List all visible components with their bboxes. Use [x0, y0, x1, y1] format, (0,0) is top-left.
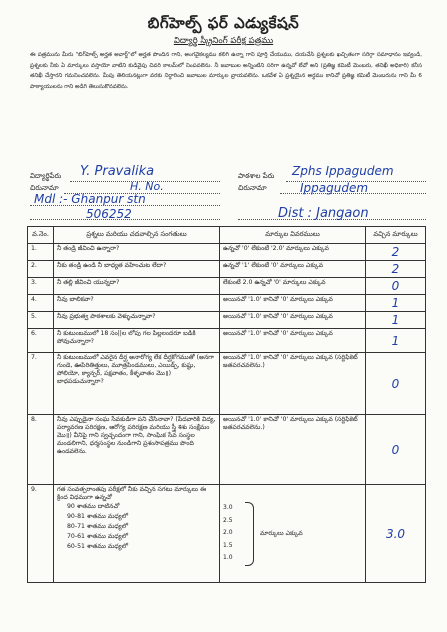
screening-table [27, 226, 426, 583]
scale-value: 2.5 [223, 516, 233, 524]
row-number: 7. [28, 353, 54, 415]
row-question-text: గత సంవత్సరాంతపు పరీక్షలో నీకు వచ్చిన సగటు మార్కులు ఈ క్రింద విధముగా ఉన్నచో [57, 486, 207, 501]
header-question: ప్రశ్నలు మరియు చదవాల్సిన సంగతులు [54, 227, 220, 244]
row-number: 4. [28, 295, 54, 312]
row-question: నీవు ఎప్పుడైనా సంఘ సేవకుడిగా పని చేసినావా? (పేదవారికి విద్య, పర్యావరణ పరిరక్షణ, ఆరోగ్య పరిరక్షణ మరియు స్త్రీ శిశు సంక్షేమం మొ॥) వీనిపై గాని స్వచ్ఛందంగా గాని, సాంఘిక సేవ సంస్థల మండలిగాని, ధర్మసంస్థల నుండిగాని ప్రశంసాపత్రము పొంది ఉండవలెను. [54, 415, 220, 485]
row-question: నీ తండ్రి జీవించి ఉన్నారా? [54, 244, 220, 261]
school-name-value[interactable]: Zphs Ippagudem [292, 164, 394, 178]
row-question: నీ తల్లి జీవించి యున్నదా? [54, 278, 220, 295]
school-address-label: చిరునామా [238, 184, 267, 192]
row-question: నీవు బాలికవా? [54, 295, 220, 312]
row-score[interactable]: 3.0 [366, 485, 426, 583]
row-question: నీకు తండ్రి ఉండి నీ బాధ్యత వహించుట లేదా? [54, 261, 220, 278]
row-marks-info: అయినచో '1.0' కానిచో '0' మార్కులు ఎక్కువ (సర్టిఫికెట్ జతపరచవలెను.) [220, 415, 366, 485]
row-score[interactable]: 2 [366, 261, 426, 278]
grade-band: 70-61 శాతము మధ్యలో [67, 533, 128, 540]
row-marks-info [220, 485, 366, 583]
scale-value: 2.0 [223, 529, 233, 537]
school-name-label: పాఠశాల పేరు [238, 172, 275, 180]
row-score[interactable]: 2 [366, 244, 426, 261]
address-value-3[interactable]: 506252 [86, 207, 132, 221]
brace-icon [245, 502, 254, 566]
grade-band: 80-71 శాతము మధ్యలో [67, 523, 128, 530]
row-number: 2. [28, 261, 54, 278]
row-marks-info: ఉన్నచో '0' లేకుంటే '2.0' మార్కులు ఎక్కువ [220, 244, 366, 261]
district-value[interactable]: Dist : Jangaon [278, 206, 369, 221]
row-score[interactable]: 1 [366, 312, 426, 329]
scale-value: 1.0 [223, 554, 233, 562]
address-label: చిరునామా [30, 184, 59, 192]
header-serial: వ.నెం. [28, 227, 54, 244]
scale-caption: మార్కులు ఎక్కువ [260, 529, 303, 537]
intro-paragraph: ఈ పత్రమును మీరు "బిగ్‌హెల్ప్ అర్హత అవార్డ్"లో అర్హత పొందిన గాని, అంగవైకల్యము కలిగి ఉన్నా గాని పూర్తి చేయుము, దయచేసి ప్రశ్నలకు ఖచ్చితంగా సరిగ్గా సమాధానం ఇవ్వండి, ప్రశ్నలకు నీకు ఏ మార్కులు వస్తాయో వాటిని కుడివైపు చివరి కాలమ్‌లో నింపవలెను. నీ జవాబుల అన్నింటిని సరిగా ఉన్నవో లేవో అని (ప్రతిజ్ఞ కమిటీ మెంబరు, తనిఖీ అధికారి) కనీస తనిఖీ చేస్తారని గమనించవలెను. మీపు తెలియనట్లుగా వరకు నిర్ధారించి జవాబుల మార్కుల వ్రాయవలెను. ఒకవేళ ఏ ప్రశ్నయైన అర్ధము కానిచో ప్రతిజ్ఞ కమిటీ మెంబరును గాని మీ 6 పాఠ్యాయులను గాని అడిగి తెలుసుకొనవలెను. [30, 52, 422, 90]
row-question: నీ కుటుంబములో ఎవరైన దీర్ఘ అనారోగ్య లేక దీర్ఘకోగముతో (అనగా గుండె, ఊపిరితిత్తులు, మూత్రపిండములు, ఎయిడ్స్, కుష్టు, పోలియో, క్యాన్సర్, పక్షవాతం, కీళ్ళవాతం మొ॥) బాధపడుచున్నారా? [54, 353, 220, 415]
row-score[interactable]: 1 [366, 295, 426, 312]
scale-values [223, 502, 245, 565]
row-number: 8. [28, 415, 54, 485]
header-marks-info: మార్కుల వివరములు [220, 227, 366, 244]
row-question: నీవు ప్రభుత్వ పాఠశాలకు వెళ్ళుచున్నావా? [54, 312, 220, 329]
address-value-1[interactable]: H. No. [130, 180, 164, 193]
row-number: 5. [28, 312, 54, 329]
student-name-label: విద్యార్థిపేరు [30, 172, 62, 180]
table-row [28, 295, 426, 312]
header-score: వచ్చిన మార్కులు [366, 227, 426, 244]
row-marks-info: ఉన్నచో '1' లేకుంటే '0' మార్కులు ఎక్కువ [220, 261, 366, 278]
table-row [28, 261, 426, 278]
table-row [28, 329, 426, 353]
row-marks-info: అయినచో '1.0' కానిచో '0' మార్కులు ఎక్కువ [220, 312, 366, 329]
table-row [28, 312, 426, 329]
form-title: బిగ్‌హెల్ప్ ఫర్ ఎడ్యుకేషన్ [147, 14, 300, 32]
table-header-row [28, 227, 426, 244]
grade-band: 90 శాతము దాటినచో [67, 503, 120, 510]
row-marks-info: లేకుంటే 2.0 ఉన్నచో '0' మార్కులు ఎక్కువ [220, 278, 366, 295]
table-row [28, 278, 426, 295]
row-number: 9. [28, 485, 54, 583]
row-number: 3. [28, 278, 54, 295]
row-marks-info: అయినచో '1.0' కానిచో '0' మార్కులు ఎక్కువ [220, 295, 366, 312]
row-score[interactable]: 1 [366, 329, 426, 353]
row-score[interactable]: 0 [366, 353, 426, 415]
row-marks-info: అయినచో '1.0' కానిచో '0' మార్కులు ఎక్కువ (సర్టిఫికెట్ జతపరచవలెను.) [220, 353, 366, 415]
scale-value: 3.0 [223, 504, 233, 512]
grade-band: 90-81 శాతము మధ్యలో [67, 513, 128, 520]
table-row [28, 353, 426, 415]
row-marks-info: అయినచో '1.0' కానిచో '0' మార్కులు ఎక్కువ [220, 329, 366, 353]
row-question [54, 485, 220, 583]
row-score[interactable]: 0 [366, 415, 426, 485]
school-address-value[interactable]: Ippagudem [300, 181, 369, 195]
table-row [28, 485, 426, 583]
grade-scale [223, 502, 362, 566]
scale-value: 1.5 [223, 541, 233, 549]
table-row [28, 244, 426, 261]
grade-band: 60-51 శాతము మధ్యలో [67, 543, 128, 550]
row-number: 1. [28, 244, 54, 261]
address-value-2[interactable]: Mdl :- Ghanpur stn [34, 192, 146, 206]
row-score[interactable]: 0 [366, 278, 426, 295]
table-row [28, 415, 426, 485]
form-subtitle: విద్యార్థి స్క్రీనింగ్ పరీక్ష పత్రము [173, 36, 274, 46]
row-number: 6. [28, 329, 54, 353]
student-name-value[interactable]: Y. Pravalika [80, 164, 155, 179]
row-question: నీ కుటుంబములో 18 సం||ల లోపు గల పిల్లలందరూ బడికి పోవుచున్నారా? [54, 329, 220, 353]
